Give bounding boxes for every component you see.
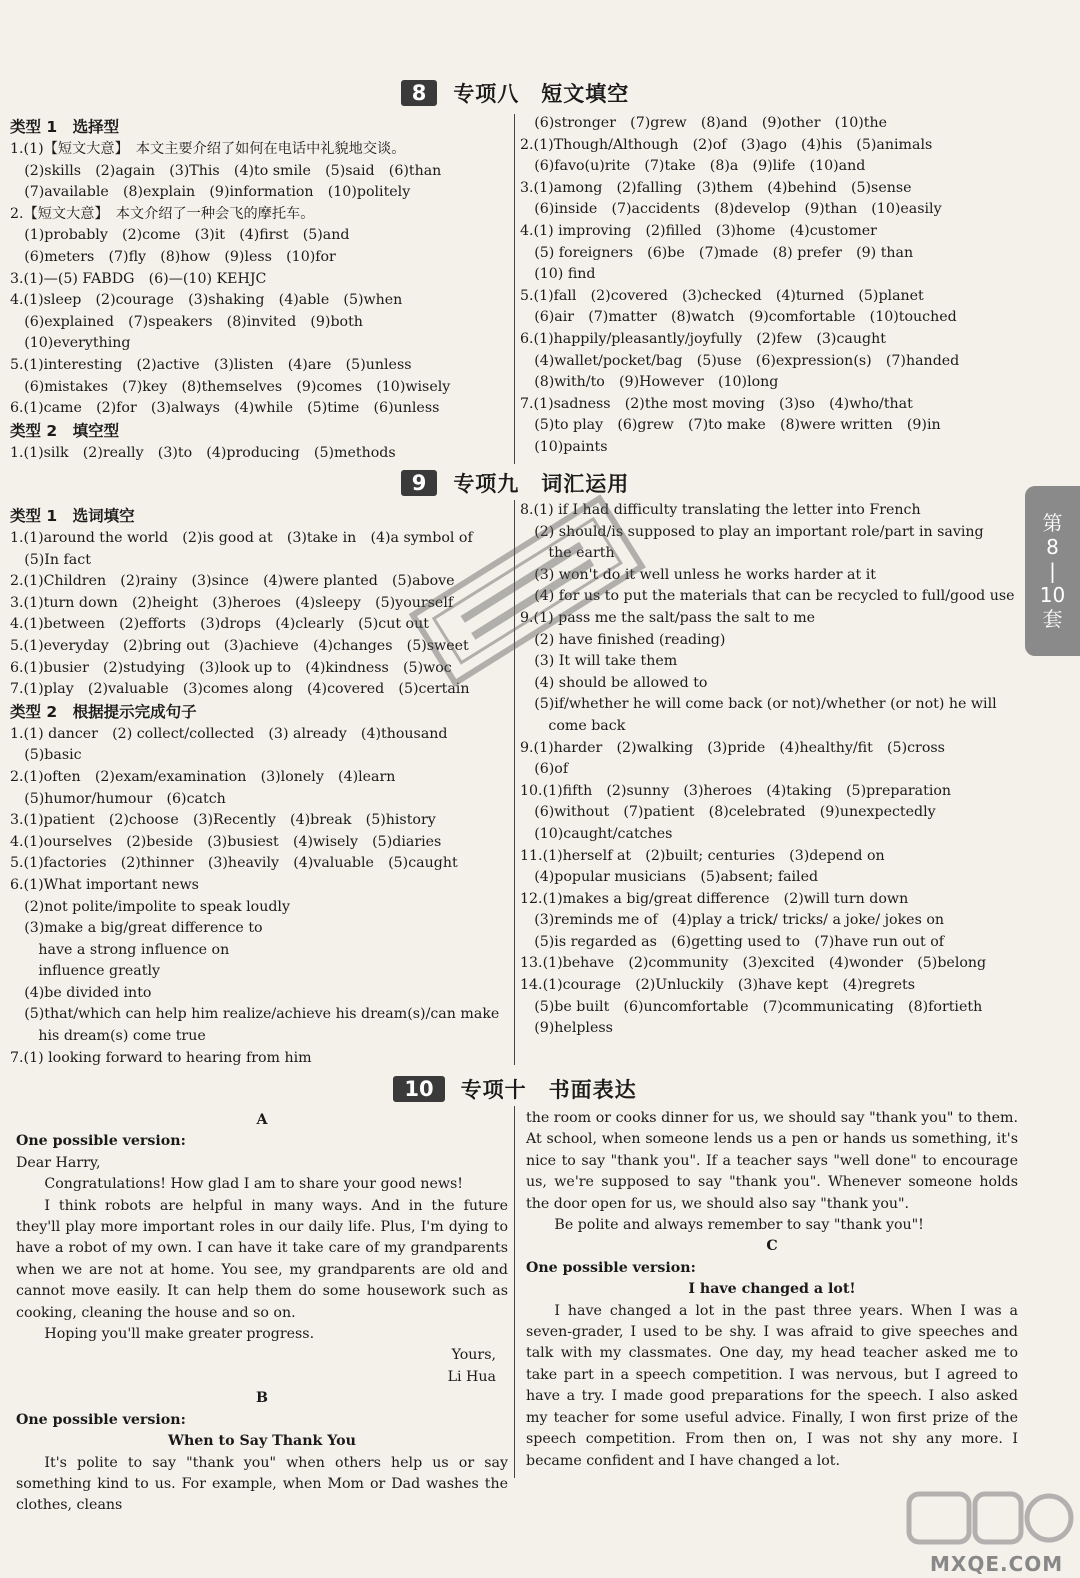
answer-line: 8.(1) if I had difficulty translating the letter into French bbox=[520, 502, 921, 518]
side-tab-char: | bbox=[1049, 559, 1056, 583]
answer-line: (9)helpless bbox=[520, 1020, 613, 1037]
essay-paragraph: Congratulations! How glad I am to share your good news! bbox=[44, 1176, 463, 1193]
answer-line: (6)without (7)patient (8)celebrated (9)unexpectedly bbox=[520, 804, 936, 821]
section-9-heading bbox=[0, 468, 1030, 498]
answer-line: (2) have finished (reading) bbox=[520, 631, 726, 648]
answer-line: (5)that/which can help him realize/achieve his dream(s)/can make bbox=[10, 1006, 500, 1023]
answer-line: 13.(1)behave (2)community (3)excited (4)wonder (5)belong bbox=[520, 955, 987, 972]
section-9-right-column bbox=[520, 500, 1020, 1040]
answer-line: (10)everything bbox=[10, 335, 131, 352]
answer-line: have a strong influence on bbox=[10, 941, 230, 958]
answer-line: (10) find bbox=[520, 266, 596, 283]
answer-line: come back bbox=[520, 717, 626, 734]
answer-line: (4) should be allowed to bbox=[520, 674, 708, 691]
section-10-number: 10 bbox=[393, 1076, 444, 1102]
side-tab-char: 第 bbox=[1042, 511, 1063, 535]
answer-line: 14.(1)courage (2)Unluckily (3)have kept (4)regrets bbox=[520, 977, 915, 994]
answer-line: (6)explained (7)speakers (8)invited (9)both bbox=[10, 313, 363, 330]
section-8-right-column bbox=[520, 113, 1020, 459]
essay-heading: I have changed a lot! bbox=[688, 1281, 856, 1298]
section-9-left-column bbox=[10, 505, 510, 1069]
subsection-heading: 类型 2 根据提示完成句子 bbox=[10, 702, 197, 721]
subsection-heading: 类型 2 填空型 bbox=[10, 421, 120, 440]
side-tab-char: 10 bbox=[1039, 583, 1066, 607]
answer-line: influence greatly bbox=[10, 963, 161, 980]
answer-line: (5)humor/humour (6)catch bbox=[10, 790, 226, 807]
answer-line: 9.(1)harder (2)walking (3)pride (4)healthy/fit (5)cross bbox=[520, 739, 945, 756]
essay-heading: B bbox=[256, 1390, 268, 1407]
answer-line: (6)meters (7)fly (8)how (9)less (10)for bbox=[10, 248, 336, 265]
essay-paragraph: Be polite and always remember to say "thank you"! bbox=[554, 1217, 924, 1234]
answer-line: 6.(1)busier (2)studying (3)look up to (4)kindness (5)woc bbox=[10, 659, 452, 676]
answer-line: (5)be built (6)uncomfortable (7)communicating (8)fortieth bbox=[520, 998, 983, 1015]
essay-heading: When to Say Thank You bbox=[168, 1433, 356, 1450]
answer-line: 11.(1)herself at (2)built; centuries (3)depend on bbox=[520, 847, 885, 864]
answer-line: (1)probably (2)come (3)it (4)first (5)and bbox=[10, 227, 350, 244]
answer-line: 1.(1)around the world (2)is good at (3)take in (4)a symbol of bbox=[10, 530, 473, 546]
answer-line: (5)is regarded as (6)getting used to (7)have run out of bbox=[520, 933, 945, 950]
essay-paragraph: I think robots are helpful in many ways. And in the future they'll play more important roles in our daily life. Plus, I'm dying to have a robot of my own. I can have it take care of my grandparents when we are not at home. You see, my grandparents are old and cannot move easily. It can help them do some housework such as cooking, cleaning the house and so on. bbox=[16, 1197, 508, 1321]
answer-line: 5.(1)fall (2)covered (3)checked (4)turned (5)planet bbox=[520, 287, 924, 304]
answer-line: 6.(1)What important news bbox=[10, 876, 199, 893]
answer-line: (4)wallet/pocket/bag (5)use (6)expression(s) (7)handed bbox=[520, 352, 960, 369]
answer-line: (6)mistakes (7)key (8)themselves (9)comes (10)wisely bbox=[10, 378, 451, 395]
answer-line: (5)In fact bbox=[10, 551, 91, 568]
section-8-left-column bbox=[10, 116, 510, 464]
answer-line: (3)make a big/great difference to bbox=[10, 920, 263, 937]
answer-line: 3.(1)among (2)falling (3)them (4)behind (5)sense bbox=[520, 179, 912, 196]
watermark-site-text: MXQE.COM bbox=[930, 1552, 1064, 1576]
essay-paragraph: Hoping you'll make greater progress. bbox=[44, 1326, 315, 1343]
answer-line: 3.(1)—(5) FABDG (6)—(10) KEHJC bbox=[10, 270, 267, 287]
section-8-number: 8 bbox=[401, 80, 438, 106]
section-8-title: 专项八 短文填空 bbox=[453, 82, 630, 106]
column-divider bbox=[514, 114, 515, 464]
side-tab bbox=[1025, 486, 1080, 656]
essay-paragraph: One possible version: bbox=[16, 1411, 186, 1428]
answer-line: 3.(1)turn down (2)height (3)heroes (4)sleepy (5)yourself bbox=[10, 594, 454, 611]
section-10-heading bbox=[0, 1074, 1030, 1104]
answer-line: 5.(1)factories (2)thinner (3)heavily (4)valuable (5)caught bbox=[10, 855, 458, 872]
section-10-left-column bbox=[16, 1110, 508, 1517]
answer-line: (8)with/to (9)However (10)long bbox=[520, 374, 779, 391]
answer-line: (5)to play (6)grew (7)to make (8)were written (9)in bbox=[520, 417, 941, 434]
answer-line: (6)air (7)matter (8)watch (9)comfortable (10)touched bbox=[520, 309, 957, 326]
essay-paragraph: Li Hua bbox=[447, 1368, 496, 1385]
answer-line: (5)if/whether he will come back (or not)/whether (or not) he will bbox=[520, 696, 997, 713]
answer-line: 9.(1) pass me the salt/pass the salt to me bbox=[520, 609, 816, 626]
answer-line: (3) It will take them bbox=[520, 653, 678, 670]
answer-line: (4)popular musicians (5)absent; failed bbox=[520, 869, 819, 886]
section-8-heading bbox=[0, 78, 1030, 108]
answer-line: (4)be divided into bbox=[10, 984, 152, 1001]
answer-line: (5)basic bbox=[10, 747, 82, 764]
answer-line: the earth bbox=[520, 545, 615, 562]
side-tab-char: 套 bbox=[1042, 607, 1063, 631]
essay-paragraph: Dear Harry, bbox=[16, 1154, 101, 1171]
answer-line: 2.【短文大意】 本文介绍了一种会飞的摩托车。 bbox=[10, 205, 315, 222]
answer-line: 1.(1)silk (2)really (3)to (4)producing (5)methods bbox=[10, 444, 396, 461]
essay-paragraph: I have changed a lot in the past three years. When I was a seven-grader, I used to be shy. I was afraid to give speeches and talk with my classmates. One day, my head teacher asked me to take part in a speech competition. I was nervous, but I agreed to have a try. I made good preparations for the speech. I also asked my teacher for some useful advice. Finally, I won first prize of the speech competition. From then on, I was not shy any more. I became confident and I have changed a lot. bbox=[526, 1302, 1018, 1469]
essay-paragraph: the room or cooks dinner for us, we should say "thank you" to them. At school, when someone lends us a pen or hands us something, it's nice to say "thank you". If a teacher says "well done" to encourage us, we're supposed to say "thank you". Whenever someone holds the door open for us, we should also say "thank you". bbox=[526, 1110, 1018, 1212]
answer-line: (2) should/is supposed to play an important role/part in saving bbox=[520, 523, 984, 540]
answer-line: 4.(1)ourselves (2)beside (3)busiest (4)wisely (5)diaries bbox=[10, 833, 442, 850]
answer-line: (6)of bbox=[520, 761, 569, 778]
answer-line: (3)reminds me of (4)play a trick/ tricks/ a joke/ jokes on bbox=[520, 912, 945, 929]
section-9-number: 9 bbox=[401, 470, 438, 496]
essay-paragraph: One possible version: bbox=[526, 1259, 696, 1276]
column-divider bbox=[514, 1106, 515, 1478]
essay-paragraph: It's polite to say "thank you" when others help us or say something kind to us. For example, when Mom or Dad washes the clothes, cleans bbox=[16, 1454, 508, 1514]
answer-line: 4.(1)between (2)efforts (3)drops (4)clearly (5)cut out bbox=[10, 616, 429, 633]
subsection-heading: 类型 1 选词填空 bbox=[10, 507, 135, 525]
subsection-heading: 类型 1 选择型 bbox=[10, 118, 120, 136]
answer-line: (3) won't do it well unless he works harder at it bbox=[520, 566, 876, 583]
essay-paragraph: One possible version: bbox=[16, 1133, 186, 1150]
answer-line: (6)inside (7)accidents (8)develop (9)than (10)easily bbox=[520, 201, 942, 218]
answer-line: (10)caught/catches bbox=[520, 825, 673, 842]
column-divider bbox=[514, 500, 515, 1065]
answer-line: (10)paints bbox=[520, 438, 608, 455]
essay-heading: A bbox=[256, 1112, 268, 1128]
answer-line: 7.(1)play (2)valuable (3)comes along (4)covered (5)certain bbox=[10, 681, 470, 698]
answer-line: 4.(1)sleep (2)courage (3)shaking (4)able (5)when bbox=[10, 292, 403, 309]
essay-paragraph: Yours, bbox=[451, 1347, 496, 1364]
section-9-title: 专项九 词汇运用 bbox=[453, 472, 630, 496]
essay-heading: C bbox=[766, 1238, 778, 1255]
answer-line: (6)stronger (7)grew (8)and (9)other (10)the bbox=[520, 115, 888, 131]
answer-line: 3.(1)patient (2)choose (3)Recently (4)break (5)history bbox=[10, 812, 436, 829]
answer-line: 5.(1)everyday (2)bring out (3)achieve (4)changes (5)sweet bbox=[10, 637, 469, 654]
answer-line: (4) for us to put the materials that can be recycled to full/good use bbox=[520, 588, 1015, 605]
section-10-right-column bbox=[526, 1108, 1018, 1472]
answer-line: 5.(1)interesting (2)active (3)listen (4)are (5)unless bbox=[10, 356, 412, 373]
answer-line: (5) foreigners (6)be (7)made (8) prefer (9) than bbox=[520, 244, 914, 261]
side-tab-char: 8 bbox=[1046, 535, 1059, 559]
answer-line: 10.(1)fifth (2)sunny (3)heroes (4)taking (5)preparation bbox=[520, 782, 952, 799]
answer-line: 6.(1)came (2)for (3)always (4)while (5)time (6)unless bbox=[10, 400, 440, 417]
answer-line: 6.(1)happily/pleasantly/joyfully (2)few (3)caught bbox=[520, 330, 886, 347]
section-10-title: 专项十 书面表达 bbox=[460, 1078, 637, 1102]
answer-line: 1.(1) dancer (2) collect/collected (3) already (4)thousand bbox=[10, 725, 448, 742]
answer-line: 7.(1) looking forward to hearing from him bbox=[10, 1049, 312, 1066]
answer-line: 2.(1)often (2)exam/examination (3)lonely (4)learn bbox=[10, 768, 396, 785]
answer-line: (2)skills (2)again (3)This (4)to smile (5)said (6)than bbox=[10, 162, 442, 179]
answer-line: 4.(1) improving (2)filled (3)home (4)customer bbox=[520, 222, 877, 239]
answer-line: (7)available (8)explain (9)information (10)politely bbox=[10, 184, 411, 201]
answer-line: (2)not polite/impolite to speak loudly bbox=[10, 898, 290, 915]
answer-line: 2.(1)Children (2)rainy (3)since (4)were planted (5)above bbox=[10, 573, 455, 590]
answer-line: (6)favo(u)rite (7)take (8)a (9)life (10)and bbox=[520, 158, 866, 175]
answer-line: 1.(1)【短文大意】 本文主要介绍了如何在电话中礼貌地交谈。 bbox=[10, 141, 406, 157]
answer-line: 2.(1)Though/Although (2)of (3)ago (4)his (5)animals bbox=[520, 136, 933, 153]
answer-line: his dream(s) come true bbox=[10, 1028, 206, 1045]
answer-line: 12.(1)makes a big/great difference (2)will turn down bbox=[520, 890, 909, 907]
answer-line: 7.(1)sadness (2)the most moving (3)so (4)who/that bbox=[520, 395, 913, 412]
